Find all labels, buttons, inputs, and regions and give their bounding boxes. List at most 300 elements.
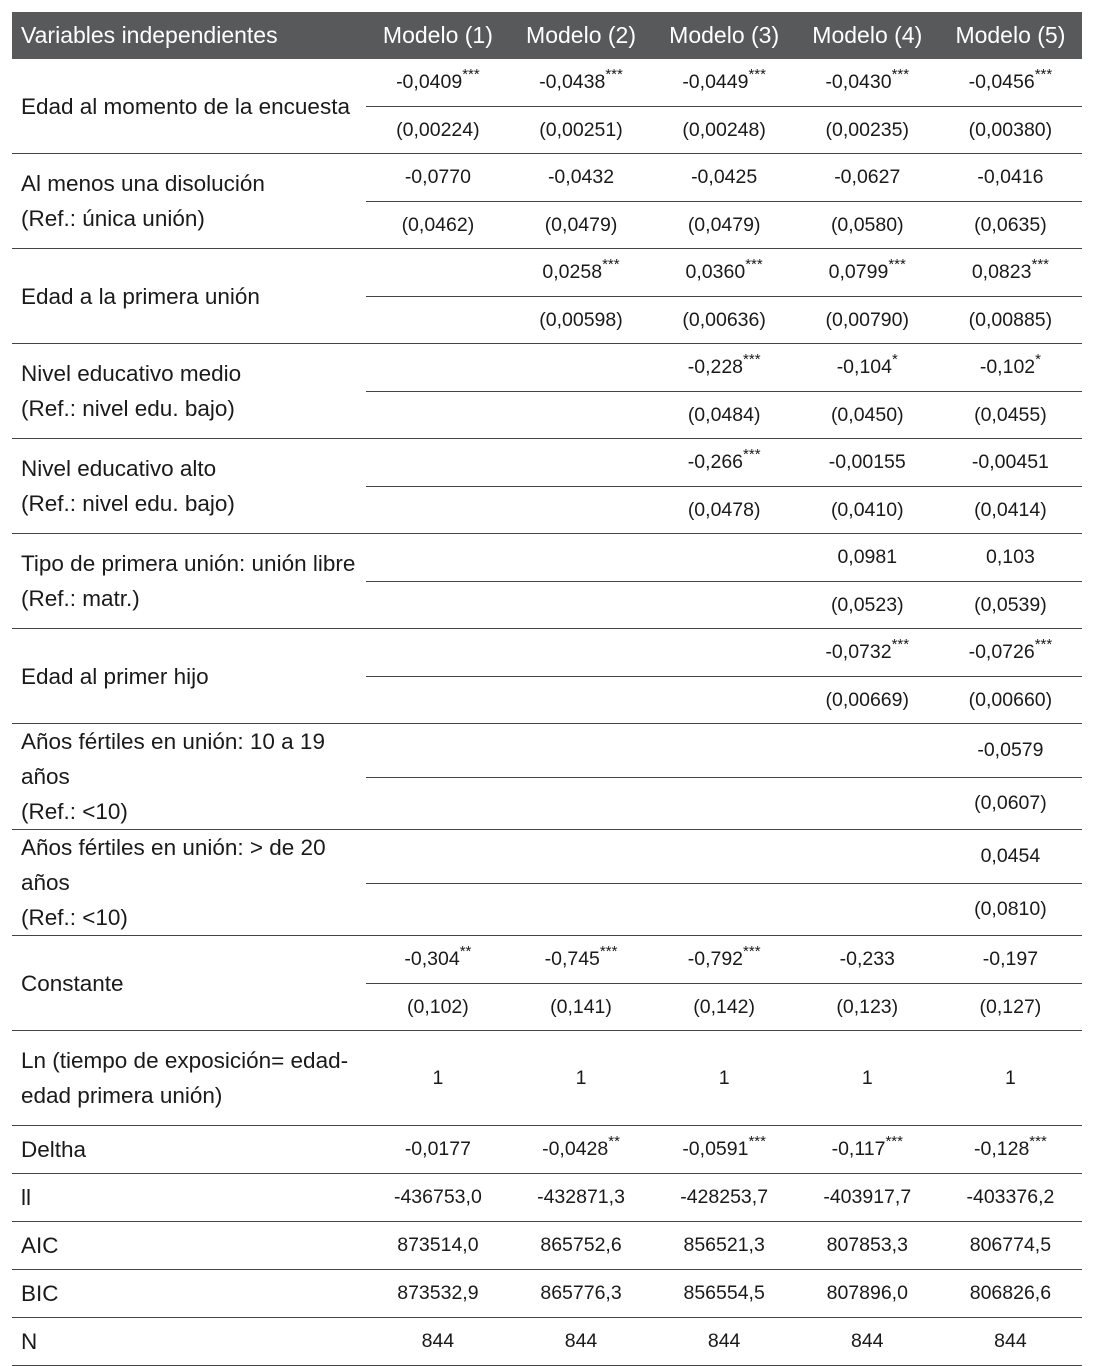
row-label bbox=[12, 830, 366, 936]
se-cell bbox=[509, 392, 652, 439]
stat-cell bbox=[796, 1031, 939, 1126]
row-label-line: Edad al momento de la encuesta bbox=[21, 93, 350, 119]
se-cell bbox=[653, 202, 796, 249]
coef-cell bbox=[796, 724, 939, 778]
significance-stars: *** bbox=[748, 1132, 766, 1150]
stat-cell bbox=[653, 1126, 796, 1174]
significance-stars: *** bbox=[888, 255, 906, 273]
row-label bbox=[12, 1174, 366, 1222]
coef-cell-value: -0,233 bbox=[839, 948, 895, 970]
coef-cell bbox=[366, 154, 509, 202]
stat-cell-value: 807853,3 bbox=[826, 1234, 908, 1256]
se-cell bbox=[366, 984, 509, 1031]
coef-cell bbox=[939, 936, 1082, 984]
stat-cell-value: 844 bbox=[707, 1330, 741, 1352]
se-cell-value: (0,00251) bbox=[539, 118, 623, 141]
coefficient-row bbox=[12, 59, 1082, 107]
stat-cell bbox=[509, 1318, 652, 1366]
stat-cell bbox=[939, 1318, 1082, 1366]
coef-cell bbox=[653, 439, 796, 487]
significance-stars: *** bbox=[602, 255, 620, 273]
row-label-line: edad primera unión) bbox=[21, 1083, 223, 1108]
se-cell-value: (0,0410) bbox=[830, 498, 904, 521]
coef-cell bbox=[509, 154, 652, 202]
coefficient-row bbox=[12, 249, 1082, 297]
significance-stars: *** bbox=[1029, 1132, 1047, 1150]
se-cell-value: (0,0478) bbox=[687, 498, 761, 521]
coef-cell bbox=[653, 534, 796, 582]
stat-cell-value: 844 bbox=[850, 1330, 884, 1352]
stat-cell-value: 873532,9 bbox=[397, 1282, 479, 1304]
row-label-line: Ln (tiempo de exposición= edad- bbox=[21, 1048, 349, 1073]
significance-stars: *** bbox=[743, 445, 761, 463]
significance-stars: *** bbox=[605, 65, 623, 83]
se-cell-value: (0,00790) bbox=[825, 308, 909, 331]
stat-cell-value: 856521,3 bbox=[683, 1234, 765, 1256]
se-cell-value: (0,142) bbox=[693, 995, 756, 1018]
coef-cell-value: 0,0454 bbox=[980, 844, 1041, 867]
coef-cell-value: -0,00155 bbox=[828, 451, 906, 473]
coef-cell bbox=[939, 830, 1082, 884]
row-label-line: N bbox=[21, 1329, 38, 1354]
row-label bbox=[12, 724, 366, 830]
coef-cell-value: -0,792 bbox=[687, 948, 744, 970]
significance-stars: *** bbox=[462, 65, 480, 83]
stat-cell-value: 873514,0 bbox=[397, 1234, 479, 1256]
coef-cell-value: 0,0258 bbox=[542, 261, 603, 283]
se-cell-value: (0,00380) bbox=[968, 118, 1053, 141]
se-cell bbox=[653, 107, 796, 154]
se-cell bbox=[939, 202, 1082, 249]
stat-cell bbox=[653, 1222, 796, 1270]
coef-cell bbox=[653, 59, 796, 107]
coef-cell-value: 0,0981 bbox=[837, 546, 898, 568]
se-cell-value: (0,0635) bbox=[974, 213, 1047, 236]
coefficient-row bbox=[12, 439, 1082, 487]
coef-cell bbox=[939, 439, 1082, 487]
stat-cell bbox=[939, 1031, 1082, 1126]
coef-cell bbox=[366, 59, 509, 107]
coef-cell bbox=[366, 724, 509, 778]
coef-cell bbox=[366, 534, 509, 582]
coef-cell bbox=[509, 629, 652, 677]
stat-cell-value: 856554,5 bbox=[683, 1282, 765, 1304]
se-cell bbox=[653, 984, 796, 1031]
significance-stars: *** bbox=[743, 350, 761, 368]
se-cell-value: (0,00669) bbox=[825, 688, 909, 711]
row-label-line: Deltha bbox=[21, 1137, 87, 1162]
coef-cell-value: -0,0432 bbox=[547, 166, 615, 188]
se-cell bbox=[796, 677, 939, 724]
stat-cell-value: 807896,0 bbox=[826, 1282, 908, 1304]
stat-cell bbox=[653, 1318, 796, 1366]
significance-stars: *** bbox=[743, 942, 761, 960]
row-label bbox=[12, 439, 366, 534]
stat-cell bbox=[796, 1222, 939, 1270]
row-label-line: Tipo de primera unión: unión libre bbox=[21, 551, 356, 576]
se-cell bbox=[796, 392, 939, 439]
coef-cell-value: -0,0627 bbox=[834, 166, 901, 188]
stat-cell bbox=[366, 1318, 509, 1366]
stat-row bbox=[12, 1031, 1082, 1126]
coef-cell-value: -0,00451 bbox=[971, 451, 1049, 473]
row-label bbox=[12, 629, 366, 724]
coef-cell bbox=[796, 59, 939, 107]
coef-cell bbox=[509, 534, 652, 582]
coef-cell-value: 0,103 bbox=[986, 546, 1035, 568]
stat-cell-value: -0,0177 bbox=[404, 1138, 471, 1160]
coef-cell bbox=[653, 936, 796, 984]
se-cell-value: (0,0539) bbox=[974, 593, 1047, 616]
coef-cell bbox=[653, 629, 796, 677]
regression-table bbox=[12, 12, 1082, 1366]
row-label bbox=[12, 1126, 366, 1174]
coef-cell-value: -0,0425 bbox=[691, 166, 758, 188]
se-cell bbox=[796, 777, 939, 829]
se-cell-value: (0,0479) bbox=[687, 213, 761, 236]
se-cell bbox=[653, 883, 796, 935]
coef-cell bbox=[796, 830, 939, 884]
se-cell bbox=[366, 487, 509, 534]
row-label bbox=[12, 154, 366, 249]
coef-cell-value: -0,0456 bbox=[968, 71, 1035, 93]
se-cell bbox=[509, 297, 652, 344]
se-cell-value: (0,00248) bbox=[682, 118, 766, 141]
stat-cell-value: 1 bbox=[1004, 1066, 1016, 1089]
stat-cell-value: 1 bbox=[432, 1066, 444, 1089]
se-cell bbox=[509, 777, 652, 829]
se-cell bbox=[939, 883, 1082, 935]
stat-cell-value: 844 bbox=[564, 1330, 598, 1352]
coef-cell bbox=[366, 629, 509, 677]
se-cell-value: (0,0484) bbox=[687, 403, 761, 426]
stat-cell bbox=[653, 1270, 796, 1318]
stat-cell-value: 844 bbox=[994, 1330, 1027, 1352]
coefficient-row bbox=[12, 724, 1082, 778]
coef-cell bbox=[796, 534, 939, 582]
se-cell bbox=[796, 984, 939, 1031]
se-cell-value: (0,0810) bbox=[974, 897, 1047, 920]
stat-cell-value: 806774,5 bbox=[969, 1234, 1052, 1256]
coef-cell-value: -0,0416 bbox=[977, 166, 1044, 188]
se-cell bbox=[509, 487, 652, 534]
se-cell bbox=[509, 582, 652, 629]
stat-cell bbox=[653, 1174, 796, 1222]
stat-cell bbox=[796, 1270, 939, 1318]
row-label-line: Edad a la primera unión bbox=[21, 283, 260, 309]
stat-cell-value: -0,0428 bbox=[542, 1138, 609, 1160]
se-cell-value: (0,00885) bbox=[968, 308, 1053, 331]
coef-cell-value: -0,0449 bbox=[682, 71, 749, 93]
se-cell-value: (0,00660) bbox=[968, 688, 1053, 711]
stat-cell bbox=[509, 1031, 652, 1126]
se-cell-value: (0,0523) bbox=[830, 593, 904, 616]
row-label bbox=[12, 1222, 366, 1270]
coef-cell-value: -0,304 bbox=[404, 948, 460, 970]
coef-cell bbox=[939, 249, 1082, 297]
stat-cell-value: -432871,3 bbox=[537, 1186, 625, 1208]
header-model-1: Modelo (1) bbox=[366, 12, 509, 59]
se-cell bbox=[366, 297, 509, 344]
se-cell-value: (0,0462) bbox=[401, 213, 475, 236]
coef-cell bbox=[796, 629, 939, 677]
stat-cell bbox=[796, 1318, 939, 1366]
coef-cell-value: -0,745 bbox=[544, 948, 600, 970]
row-label bbox=[12, 344, 366, 439]
stat-cell-value: 865752,6 bbox=[540, 1234, 622, 1256]
coef-cell-value: -0,228 bbox=[687, 356, 744, 378]
regression-table-container bbox=[12, 12, 1082, 1366]
coef-cell bbox=[796, 439, 939, 487]
coef-cell-value: -0,104 bbox=[836, 356, 892, 378]
row-label bbox=[12, 249, 366, 344]
coef-cell-value: 0,0360 bbox=[685, 261, 746, 283]
coef-cell bbox=[939, 344, 1082, 392]
table-body bbox=[12, 59, 1082, 1366]
se-cell bbox=[366, 777, 509, 829]
significance-stars: *** bbox=[885, 1132, 903, 1150]
row-label-line: Años fértiles en unión: 10 a 19 años bbox=[21, 729, 325, 789]
coefficient-row bbox=[12, 344, 1082, 392]
significance-stars: *** bbox=[1034, 65, 1053, 83]
coef-cell bbox=[366, 830, 509, 884]
se-cell bbox=[796, 202, 939, 249]
se-cell bbox=[939, 984, 1082, 1031]
row-label-line: Nivel educativo alto bbox=[21, 456, 217, 481]
significance-stars: *** bbox=[1034, 635, 1053, 653]
row-label-line: (Ref.: nivel edu. bajo) bbox=[21, 491, 235, 516]
coef-cell bbox=[653, 344, 796, 392]
stat-cell bbox=[366, 1174, 509, 1222]
header-row bbox=[12, 12, 1082, 59]
se-cell-value: (0,0455) bbox=[974, 403, 1047, 426]
coef-cell bbox=[939, 59, 1082, 107]
row-label-line: (Ref.: <10) bbox=[21, 905, 128, 930]
stat-cell-value: -0,0591 bbox=[682, 1138, 749, 1160]
coef-cell-value: -0,0409 bbox=[396, 71, 463, 93]
coefficient-row bbox=[12, 629, 1082, 677]
significance-stars: *** bbox=[891, 635, 910, 653]
coef-cell-value: -0,266 bbox=[687, 451, 744, 473]
se-cell-value: (0,0414) bbox=[974, 498, 1047, 521]
coef-cell-value: 0,0799 bbox=[828, 261, 889, 283]
header-variables: Variables independientes bbox=[12, 12, 366, 59]
row-label-line: ll bbox=[21, 1185, 31, 1210]
row-label-line: (Ref.: única unión) bbox=[21, 206, 205, 231]
row-label bbox=[12, 1270, 366, 1318]
stat-cell bbox=[509, 1222, 652, 1270]
coef-cell bbox=[653, 249, 796, 297]
coef-cell bbox=[796, 154, 939, 202]
se-cell bbox=[796, 582, 939, 629]
coefficient-row bbox=[12, 534, 1082, 582]
coef-cell bbox=[939, 534, 1082, 582]
coef-cell bbox=[366, 249, 509, 297]
se-cell bbox=[939, 392, 1082, 439]
stat-cell-value: -403917,7 bbox=[823, 1186, 912, 1208]
stat-cell-value: -0,128 bbox=[974, 1138, 1030, 1160]
significance-stars: *** bbox=[745, 255, 763, 273]
stat-cell bbox=[509, 1126, 652, 1174]
coef-cell-value: -0,0430 bbox=[825, 71, 892, 93]
coef-cell bbox=[796, 249, 939, 297]
significance-stars: ** bbox=[608, 1132, 620, 1150]
stat-row bbox=[12, 1318, 1082, 1366]
coef-cell bbox=[509, 830, 652, 884]
stat-cell-value: -436753,0 bbox=[393, 1186, 482, 1208]
coef-cell bbox=[939, 154, 1082, 202]
stat-cell bbox=[653, 1031, 796, 1126]
row-label-line: (Ref.: nivel edu. bajo) bbox=[21, 396, 235, 421]
se-cell bbox=[796, 297, 939, 344]
row-label-line: (Ref.: <10) bbox=[21, 799, 128, 824]
header-model-3: Modelo (3) bbox=[653, 12, 796, 59]
coefficient-row bbox=[12, 830, 1082, 884]
se-cell bbox=[509, 883, 652, 935]
stat-cell-value: 844 bbox=[421, 1330, 455, 1352]
coef-cell-value: -0,0726 bbox=[968, 641, 1035, 663]
stat-cell-value: 1 bbox=[718, 1066, 730, 1089]
row-label-line: Edad al primer hijo bbox=[21, 663, 209, 689]
se-cell bbox=[653, 487, 796, 534]
coef-cell-value: -0,0732 bbox=[825, 641, 892, 663]
stat-cell-value: -0,117 bbox=[831, 1138, 886, 1160]
stat-cell-value: 865776,3 bbox=[540, 1282, 622, 1304]
stat-cell-value: 1 bbox=[861, 1066, 873, 1089]
coef-cell bbox=[509, 344, 652, 392]
stat-row bbox=[12, 1126, 1082, 1174]
coef-cell bbox=[509, 724, 652, 778]
row-label bbox=[12, 534, 366, 629]
row-label-line: Años fértiles en unión: > de 20 años bbox=[21, 835, 326, 895]
se-cell bbox=[366, 107, 509, 154]
se-cell-value: (0,0450) bbox=[830, 403, 904, 426]
stat-cell bbox=[509, 1270, 652, 1318]
coef-cell bbox=[509, 59, 652, 107]
row-label bbox=[12, 936, 366, 1031]
stat-cell bbox=[366, 1222, 509, 1270]
se-cell bbox=[796, 107, 939, 154]
row-label-line: BIC bbox=[21, 1281, 59, 1306]
se-cell bbox=[939, 677, 1082, 724]
header-model-5: Modelo (5) bbox=[939, 12, 1082, 59]
significance-stars: *** bbox=[891, 65, 910, 83]
se-cell bbox=[653, 297, 796, 344]
coef-cell-value: 0,0823 bbox=[971, 261, 1032, 283]
stat-cell bbox=[939, 1222, 1082, 1270]
stat-row bbox=[12, 1270, 1082, 1318]
stat-cell-value: -428253,7 bbox=[680, 1186, 769, 1208]
significance-stars: * bbox=[891, 350, 898, 368]
se-cell-value: (0,0580) bbox=[830, 213, 904, 236]
coef-cell-value: -0,197 bbox=[982, 948, 1039, 970]
stat-row bbox=[12, 1222, 1082, 1270]
coef-cell bbox=[509, 249, 652, 297]
coef-cell bbox=[653, 830, 796, 884]
se-cell-value: (0,00598) bbox=[539, 308, 623, 331]
se-cell bbox=[366, 883, 509, 935]
significance-stars: *** bbox=[1031, 255, 1049, 273]
significance-stars: * bbox=[1035, 350, 1041, 368]
se-cell bbox=[939, 777, 1082, 829]
se-cell bbox=[653, 582, 796, 629]
row-label-line: Al menos una disolución bbox=[21, 171, 265, 196]
row-label bbox=[12, 59, 366, 154]
se-cell bbox=[509, 677, 652, 724]
se-cell-value: (0,141) bbox=[550, 995, 612, 1018]
se-cell-value: (0,127) bbox=[979, 995, 1042, 1018]
stat-cell-value: 806826,6 bbox=[969, 1282, 1052, 1304]
stat-cell-value: -403376,2 bbox=[966, 1186, 1055, 1208]
se-cell bbox=[796, 487, 939, 534]
stat-cell bbox=[796, 1126, 939, 1174]
se-cell-value: (0,00224) bbox=[396, 118, 480, 141]
se-cell bbox=[509, 202, 652, 249]
se-cell bbox=[939, 487, 1082, 534]
row-label-line: (Ref.: matr.) bbox=[21, 586, 140, 611]
stat-cell bbox=[366, 1031, 509, 1126]
se-cell bbox=[939, 107, 1082, 154]
row-label-line: AIC bbox=[21, 1233, 59, 1258]
significance-stars: ** bbox=[459, 942, 472, 960]
se-cell bbox=[366, 202, 509, 249]
se-cell bbox=[939, 582, 1082, 629]
se-cell bbox=[653, 777, 796, 829]
se-cell-value: (0,123) bbox=[836, 995, 899, 1018]
coef-cell bbox=[366, 344, 509, 392]
stat-cell bbox=[939, 1126, 1082, 1174]
significance-stars: *** bbox=[599, 942, 618, 960]
se-cell bbox=[509, 984, 652, 1031]
se-cell-value: (0,102) bbox=[406, 995, 469, 1018]
stat-cell bbox=[939, 1174, 1082, 1222]
coefficient-row bbox=[12, 936, 1082, 984]
se-cell bbox=[509, 107, 652, 154]
coef-cell-value: -0,102 bbox=[979, 356, 1036, 378]
coef-cell bbox=[796, 936, 939, 984]
coef-cell bbox=[653, 154, 796, 202]
stat-cell bbox=[366, 1126, 509, 1174]
stat-cell bbox=[796, 1174, 939, 1222]
row-label-line: Constante bbox=[21, 970, 124, 996]
coef-cell-value: -0,0579 bbox=[977, 738, 1044, 761]
se-cell bbox=[796, 883, 939, 935]
se-cell-value: (0,00636) bbox=[682, 308, 766, 331]
row-label bbox=[12, 1031, 366, 1126]
header-model-4: Modelo (4) bbox=[796, 12, 939, 59]
stat-row bbox=[12, 1174, 1082, 1222]
significance-stars: *** bbox=[748, 65, 766, 83]
header-model-2: Modelo (2) bbox=[509, 12, 652, 59]
coef-cell bbox=[509, 439, 652, 487]
se-cell bbox=[939, 297, 1082, 344]
coef-cell bbox=[939, 629, 1082, 677]
coef-cell bbox=[653, 724, 796, 778]
stat-cell bbox=[939, 1270, 1082, 1318]
coef-cell bbox=[939, 724, 1082, 778]
coef-cell-value: -0,0770 bbox=[404, 166, 471, 188]
stat-cell-value: 1 bbox=[575, 1066, 587, 1089]
stat-cell bbox=[366, 1270, 509, 1318]
coef-cell bbox=[509, 936, 652, 984]
se-cell bbox=[653, 677, 796, 724]
se-cell-value: (0,00235) bbox=[825, 118, 909, 141]
se-cell bbox=[366, 582, 509, 629]
coef-cell-value: -0,0438 bbox=[539, 71, 606, 93]
row-label bbox=[12, 1318, 366, 1366]
se-cell bbox=[366, 677, 509, 724]
coef-cell bbox=[366, 936, 509, 984]
